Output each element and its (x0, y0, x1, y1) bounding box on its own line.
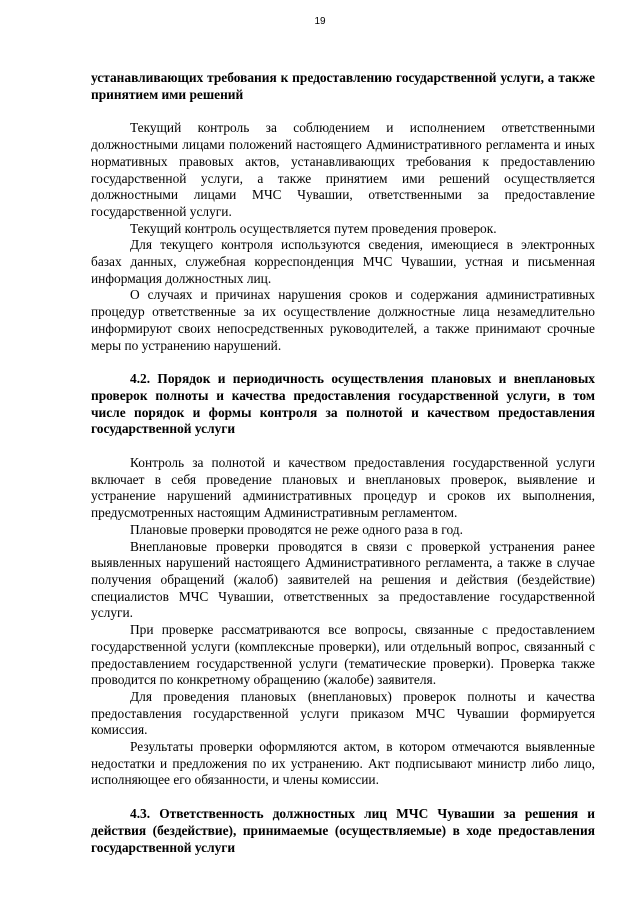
section-4-2-heading: 4.2. Порядок и периодичность осуществления плановых и внеплановых проверок полноты и качества предоставления государственной услуги, в том числе порядок и формы контроля за полнотой и качеством предоставления государственной услуги (91, 371, 595, 437)
paragraph: Плановые проверки проводятся не реже одного раза в год. (130, 521, 463, 537)
paragraph: Результаты проверки оформляются актом, в котором отмечаются выявленные недостатки и предложения по их устранению. Акт подписывают министр либо лицо, исполняющее его обязанности, и члены комиссии. (91, 739, 595, 788)
paragraph: Для проведения плановых (внеплановых) проверок полноты и качества предоставления государственной услуги приказом МЧС Чувашии формируется комиссия. (91, 688, 595, 738)
document-body (91, 70, 595, 856)
page-number: 19 (314, 16, 326, 27)
intro-heading-continuation: устанавливающих требования к предоставлению государственной услуги, а также принятием ими решений (91, 70, 595, 102)
paragraph: О случаях и причинах нарушения сроков и содержания административных процедур ответственные за их осуществление должностные лица незамедлительно информируют своих непосредственных руководителей, а также принимают срочные меры по устранению нарушений. (91, 287, 595, 353)
section-4-3-heading: 4.3. Ответственность должностных лиц МЧС Чувашии за решения и действия (бездействие), принимаемые (осуществляемые) в ходе предоставления государственной услуги (91, 806, 595, 855)
paragraph: Для текущего контроля используются сведения, имеющиеся в электронных базах данных, служебная корреспонденция МЧС Чувашии, устная и письменная информация должностных лиц. (91, 237, 595, 286)
paragraph: Текущий контроль за соблюдением и исполнением ответственными должностными лицами положений настоящего Административного регламента и иных нормативных правовых актов, устанавливающих требования к предоставлению государственной услуги, а также принятием ими решений осуществляется должностными лицами МЧС Чувашии, ответственными за предоставление государственной услуги. (91, 120, 595, 219)
paragraph: При проверке рассматриваются все вопросы, связанные с предоставлением государственной услуги (комплексные проверки), или отдельный вопрос, связанный с предоставлением государственной услуги (тематические проверки). Проверка также проводится по конкретному обращению (жалобе) заявителя. (91, 622, 595, 688)
paragraph: Контроль за полнотой и качеством предоставления государственной услуги включает в себя проведение плановых и внеплановых проверок, выявление и устранение нарушений административных процедур и сроков их выполнения, предусмотренных настоящим Административным регламентом. (91, 455, 595, 521)
paragraph: Текущий контроль осуществляется путем проведения проверок. (130, 220, 497, 236)
paragraph: Внеплановые проверки проводятся в связи с проверкой устранения ранее выявленных нарушений настоящего Административного регламента, а также в случае получения обращений (жалоб) заявителей на решения и действия (бездействие) специалистов МЧС Чувашии, ответственных за предоставление государственной услуги. (91, 538, 595, 621)
